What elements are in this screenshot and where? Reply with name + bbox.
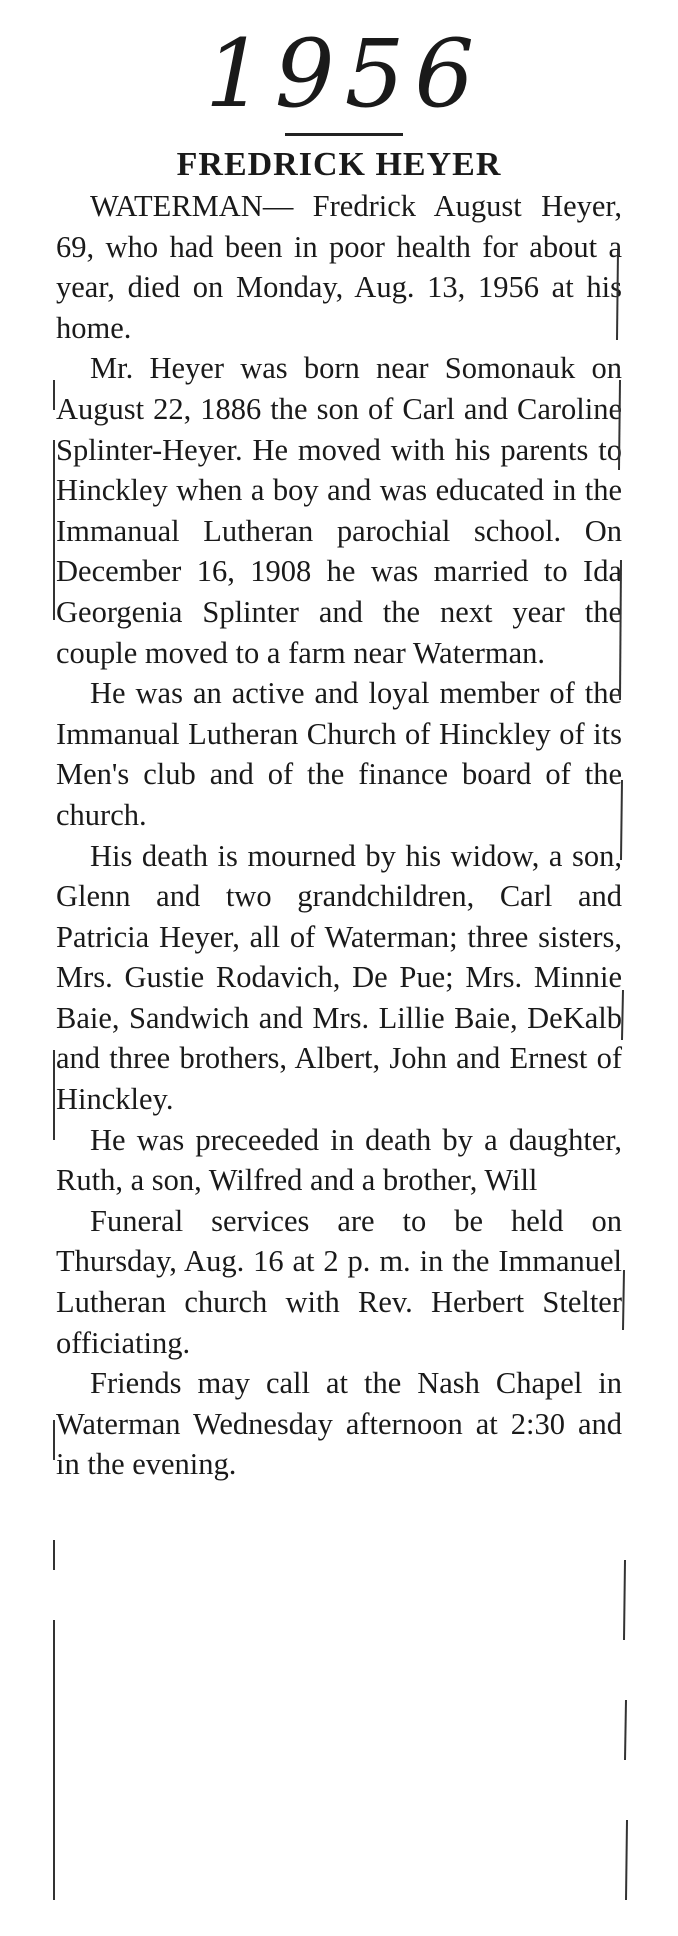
obituary-headline: FREDRICK HEYER xyxy=(176,146,502,183)
paragraph-biography: Mr. Heyer was born near Somonauk on August 22, 1886 the son of Carl and Caroline Splinter-Heyer. He moved with his parents to Hinckley when a boy and was educated in the Immanual Lutheran parochial school. On December 16, 1908 he was married to Ida Georgenia Splinter and the next year the couple moved to a farm near Waterman. xyxy=(56,351,622,670)
paragraph-funeral-services: Funeral services are to be held on Thursday, Aug. 16 at 2 p. m. in the Immanuel Lutheran church with Rev. Herbert Stelter officiating. xyxy=(56,1203,622,1360)
obituary-body xyxy=(56,186,622,1485)
handwritten-year-text: 1956 xyxy=(205,20,485,128)
paragraph-church-membership: He was an active and loyal member of the Immanual Lutheran Church of Hinckley of its Men's club and of the finance board of the church. xyxy=(56,676,622,832)
paragraph-visitation: Friends may call at the Nash Chapel in Waterman Wednesday afternoon at 2:30 and in the evening. xyxy=(56,1366,622,1482)
handwritten-year xyxy=(205,18,495,128)
paragraph-preceded-in-death: He was preceeded in death by a daughter, Ruth, a son, Wilfred and a brother, Will xyxy=(56,1122,622,1198)
divider-rule xyxy=(285,133,403,136)
paragraph-survivors: His death is mourned by his widow, a son, Glenn and two grandchildren, Carl and Patricia Heyer, all of Waterman; three sisters, Mrs. Gustie Rodavich, De Pue; Mrs. Minnie Baie, Sandwich and Mrs. Lillie Baie, DeKalb and three brothers, Albert, John and Ernest of Hinckley. xyxy=(56,838,622,1117)
paragraph-death-notice: WATERMAN— Fredrick August Heyer, 69, who had been in poor health for about a year, died on Monday, Aug. 13, 1956 at his home. xyxy=(56,189,622,345)
